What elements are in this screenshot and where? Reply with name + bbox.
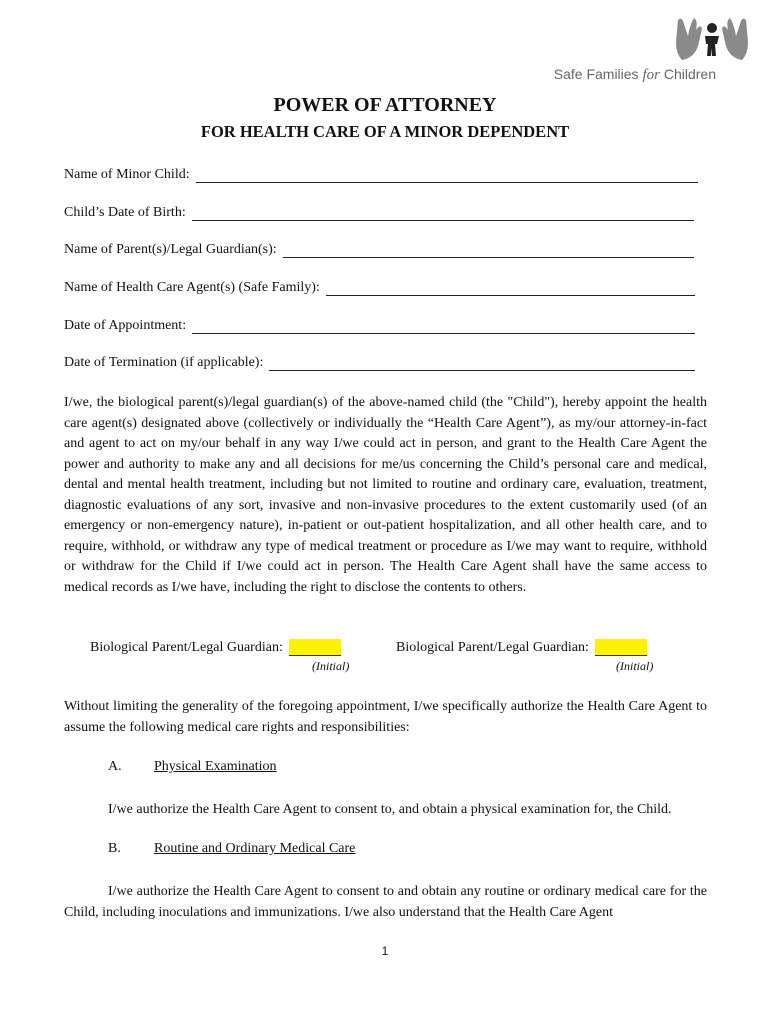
- blank-line[interactable]: [269, 356, 695, 371]
- blank-line[interactable]: [326, 281, 695, 296]
- document-subtitle: FOR HEALTH CARE OF A MINOR DEPENDENT: [200, 122, 570, 141]
- field-label: Name of Parent(s)/Legal Guardian(s):: [64, 242, 277, 257]
- section-body: I/we authorize the Health Care Agent to consent to, and obtain a physical examination for, the Child.: [108, 802, 672, 817]
- initials-field-2[interactable]: [396, 639, 647, 656]
- page-number: 1: [381, 944, 389, 958]
- field-label: Name of Minor Child:: [64, 167, 190, 182]
- authorization-paragraph: Without limiting the generality of the foregoing appointment, I/we specifically authorize the Health Care Agent to assume the following medical care rights and responsibilities:: [64, 699, 707, 735]
- section-letter: A.: [108, 759, 122, 774]
- initials-label: Biological Parent/Legal Guardian:: [396, 640, 589, 655]
- field-label: Child’s Date of Birth:: [64, 205, 186, 220]
- date-of-appointment-field[interactable]: [64, 314, 695, 334]
- initial-caption: (Initial): [312, 659, 350, 673]
- initials-box[interactable]: [595, 639, 647, 656]
- blank-line[interactable]: [283, 243, 694, 258]
- field-label: Date of Termination (if applicable):: [64, 355, 264, 370]
- date-of-termination-field[interactable]: [64, 351, 695, 371]
- field-label: Date of Appointment:: [64, 318, 187, 333]
- section-title: Routine and Ordinary Medical Care: [154, 841, 356, 856]
- parent-guardian-name-field[interactable]: [64, 238, 694, 258]
- blank-line[interactable]: [192, 206, 694, 221]
- initials-box[interactable]: [289, 639, 341, 656]
- section-title: Physical Examination: [154, 759, 277, 774]
- hands-child-icon: [674, 14, 750, 62]
- blank-line[interactable]: [196, 168, 698, 183]
- section-letter: B.: [108, 841, 121, 856]
- field-label: Name of Health Care Agent(s) (Safe Family):: [64, 280, 320, 295]
- document-title: POWER OF ATTORNEY: [273, 94, 497, 116]
- logo-text: Safe Families for Children: [553, 66, 716, 83]
- initial-caption: (Initial): [616, 659, 654, 673]
- initials-label: Biological Parent/Legal Guardian:: [90, 640, 283, 655]
- health-care-agent-name-field[interactable]: [64, 276, 695, 296]
- blank-line[interactable]: [192, 319, 695, 334]
- appointment-paragraph: I/we, the biological parent(s)/legal guardian(s) of the above-named child (the "Child"), hereby appoint the health care agent(s) designated above (collectively or individually the “Health Care Agent”), as my/our attorney-in-fact and agent to act on my/our behalf in any way I/we could act in person, and grant to the Health Care Agent the power and authority to make any and all decisions for me/us concerning the Child’s personal care and medical, dental and mental health treatment, including but not limited to routine and ordinary care, evaluation, treatment, diagnostic evaluations of any sort, invasive and non-invasive procedures to the extent customarily used (of an emergency or non-emergency nature), in-patient or out-patient hospitalization, and all other health care, and to require, withhold, or withdraw any type of medical treatment or procedure as I/we may want to require, withhold or withdraw for the Child if I/we could act in person. The Health Care Agent shall have the same access to medical records as I/we have, including the right to disclose the contents to others.: [64, 395, 707, 595]
- minor-child-name-field[interactable]: [64, 163, 698, 183]
- section-body: I/we authorize the Health Care Agent to consent to and obtain any routine or ordinary medical care for the Child, including inoculations and immunizations. I/we also understand that the Health Care Agent: [64, 884, 707, 920]
- child-dob-field[interactable]: [64, 201, 694, 221]
- safe-families-logo: [540, 14, 720, 84]
- initials-field-1[interactable]: [90, 639, 341, 656]
